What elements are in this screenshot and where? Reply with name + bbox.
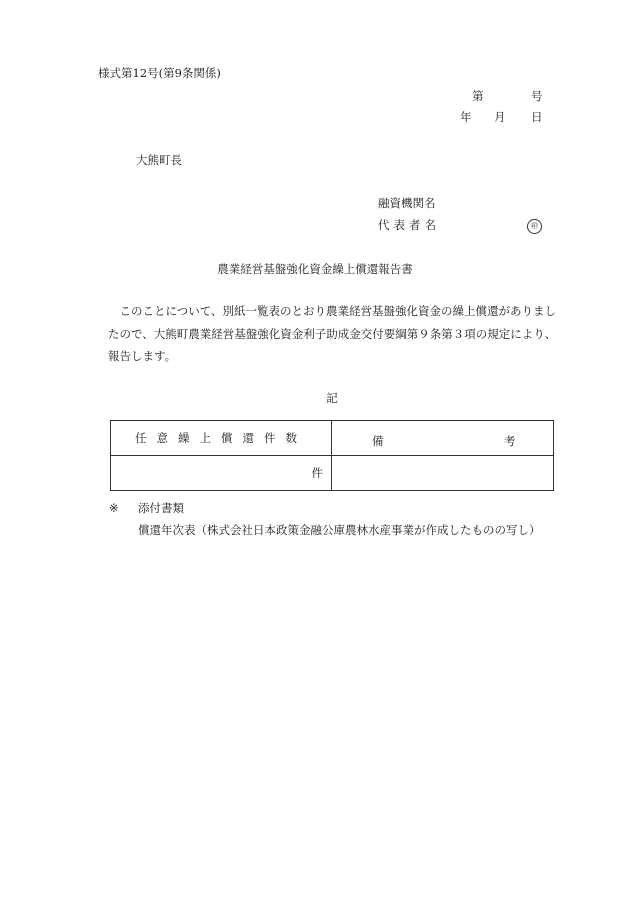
seal-mark: ㊞ [527, 219, 542, 234]
date-month: 月 [494, 110, 506, 124]
table-header-row [111, 421, 554, 456]
header-remarks [332, 421, 554, 456]
institution-label: 融資機関名 [378, 196, 436, 210]
document-title: 農業経営基盤強化資金繰上償還報告書 [217, 262, 413, 276]
doc-number-prefix: 第 [472, 89, 484, 103]
count-cell[interactable] [111, 456, 332, 491]
representative-label: 代表者名 [378, 218, 440, 232]
header-remarks-char-1: 備 [372, 434, 384, 448]
recipient: 大熊町長 [136, 153, 182, 167]
header-repayment-count: 任意繰上償還件数 [111, 421, 332, 456]
form-id: 様式第12号(第9条関係) [98, 66, 221, 80]
body-text [108, 300, 558, 368]
body-line: このことについて、別紙一覧表のとおり農業経営基盤強化資金の繰上償還がありまし [108, 304, 557, 318]
remarks-cell[interactable] [332, 456, 554, 491]
attachment-heading: 添付書類 [138, 501, 184, 515]
ki-heading: 記 [326, 391, 338, 405]
count-unit: 件 [311, 466, 323, 480]
table-row [111, 456, 554, 491]
note-mark: ※ [109, 501, 119, 515]
body-line: 報告します。 [108, 349, 177, 363]
date-year: 年 [460, 110, 472, 124]
header-remarks-char-2: 考 [504, 434, 516, 448]
date-day: 日 [531, 110, 543, 124]
body-line: たので、大熊町農業経営基盤強化資金利子助成金交付要綱第９条第３項の規定により、 [108, 326, 557, 341]
attachment-item: 償還年次表（株式会社日本政策金融公庫農林水産事業が作成したものの写し） [138, 523, 541, 537]
doc-number-suffix: 号 [531, 89, 543, 103]
repayment-table [110, 420, 554, 491]
